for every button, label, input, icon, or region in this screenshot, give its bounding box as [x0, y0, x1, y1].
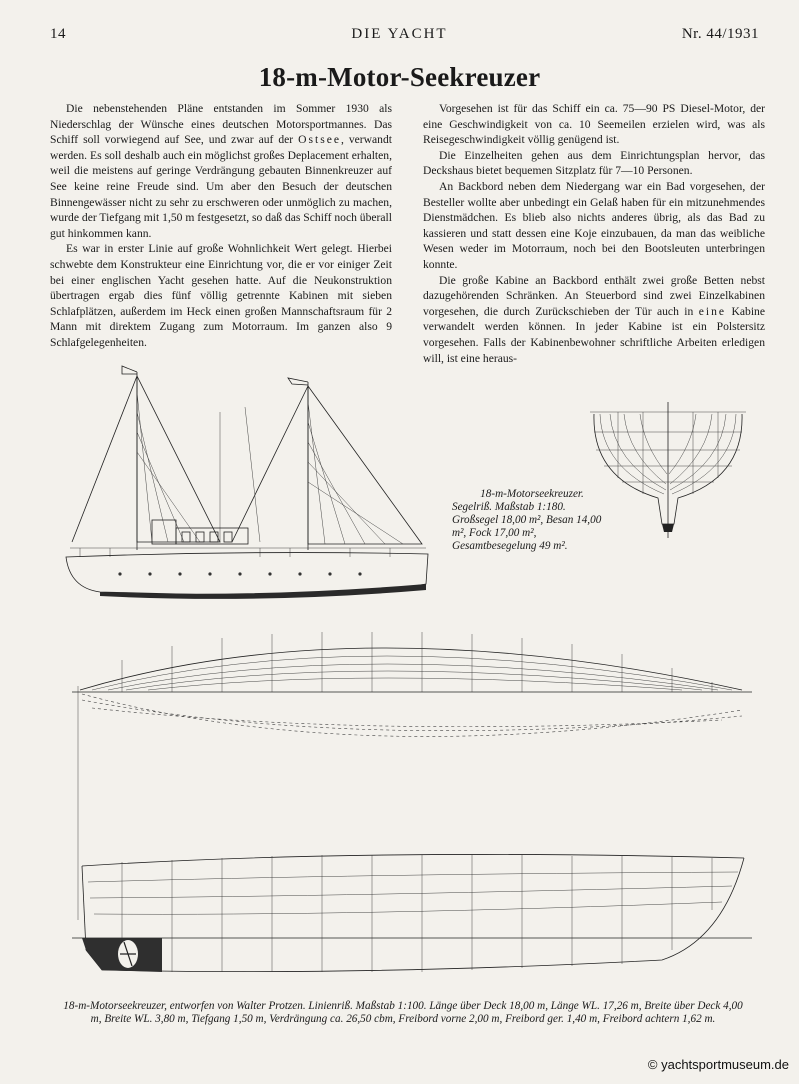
page-number: 14: [50, 26, 66, 42]
lines-plan-caption: 18-m-Motorseekreuzer, entworfen von Walter Protzen. Linienriß. Maßstab 1:100. Länge über Deck 18,00 m, Länge WL. 17,26 m, Breite über Deck 4,00 m, Breite WL. 3,80 m, Tiefgang 1,50 m, Verdrängung ca. 26,50 cbm, Freibord vorne 2,00 m, Freibord ger. 1,40 m, Freibord achtern 1,62 m.: [63, 1000, 743, 1025]
paragraph: An Backbord neben dem Niedergang war ein Bad vorgesehen, der Besteller wollte aber unbedingt ein Gelaß haben für ein mitzunehmendes Dienstmädchen. Es blieb also nichts anderes übrig, als das Bad zu kassieren und statt dessen eine Koje einzubauen, da man das weibliche Wesen weder im Motorraum, noch bei den Bootsleuten unterbringen konnte.: [423, 179, 765, 271]
text-column-right: [423, 101, 765, 366]
sail-plan-drawing: [60, 352, 440, 612]
magazine-name: DIE YACHT: [351, 26, 448, 42]
paragraph: Vorgesehen ist für das Schiff ein ca. 75—90 PS Diesel-Motor, der eine Geschwindigkeit von ca. 10 Seemeilen erzielen wird, was als Reisegeschwindigkeit völlig genügend ist.: [423, 102, 765, 147]
sail-plan-caption: 18-m-Motorseekreuzer. Segelriß. Maßstab 1:180. Großsegel 18,00 m², Besan 14,00 m², Fock 17,00 m², Gesamtbesegelung 49 m².: [452, 488, 602, 552]
watermark: © yachtsportmuseum.de: [647, 1057, 789, 1072]
issue-number: Nr. 44/1931: [681, 26, 759, 42]
lines-plan-drawing: [62, 620, 762, 990]
paragraph: Die große Kabine an Backbord enthält zwei große Betten nebst dazugehörenden Schränken. An Steuerbord sind zwei Einzelkabinen vorgesehen, die durch Zurückschieben der Tür auch in eine Kabine verwandelt werden können. In jeder Kabine ist ein Polstersitz vorgesehen. Falls der Kabinenbewohner schriftliche Arbeiten erledigen will, ist eine heraus-: [423, 273, 765, 365]
paragraph: Es war in erster Linie auf große Wohnlichkeit Wert gelegt. Hierbei schwebte dem Konstrukteur eine Einrichtung vor, die er vor einiger Zeit bei einer englischen Yacht gesehen hatte. Auf die Neukonstruktion übertragen ergab dies fünf völlig getrennte Kabinen mit sieben Schlafplätzen, außerdem im Heck einen großen Mannschaftsraum für 2 Mann mit direktem Zugang zum Motorraum. Im ganzen also 9 Schlafgelegenheiten.: [50, 242, 392, 349]
article-title: 18-m-Motor-Seekreuzer: [258, 62, 541, 92]
emphasis-spaced: Ostsee: [298, 133, 342, 147]
paragraph: Die nebenstehenden Pläne entstanden im Sommer 1930 als Niederschlag der Wünsche eines deutschen Motorsportmannes. Das Schiff soll vorwiegend auf See, und zwar auf der Ostsee, verwandt werden. Es soll deshalb auch ein möglichst großes Deplacement erhalten, weil die meistens auf geringe Verdrängung gebauten Binnenkreuzer auf See keine reine Freude sind. Um aber den Besuch der deutschen Binnengewässer nicht zu sehr zu erschweren oder unmöglich zu machen, wurde der Tiefgang mit 1,50 m festgesetzt, so daß das Schiff noch überall gut hinkommen kann.: [50, 102, 392, 240]
text-column-left: [50, 101, 392, 351]
emphasis-spaced: eine: [698, 304, 727, 318]
body-plan-drawing: [588, 398, 758, 548]
paragraph: Die Einzelheiten gehen aus dem Einrichtungsplan hervor, das Deckshaus bietet bequemen Sitzplatz für 7—10 Personen.: [423, 148, 765, 178]
